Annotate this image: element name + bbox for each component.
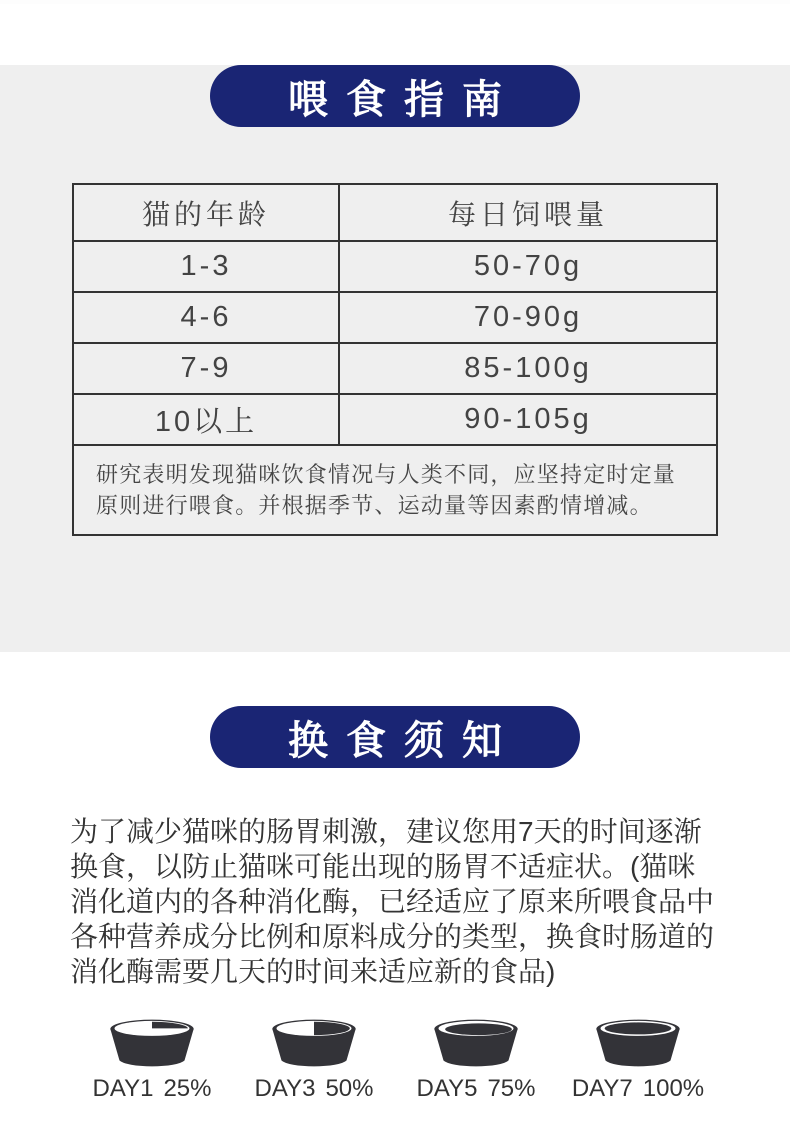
day-label: DAY3 [254,1075,316,1102]
table-cell: 4-6 [73,292,339,343]
transition-day-item [239,1016,389,1103]
day-label: DAY1 [92,1075,154,1102]
percent-label: 75% [487,1075,536,1102]
table-cell: 1-3 [73,241,339,292]
bowl-label [255,1075,374,1103]
transition-paragraph: 为了减少猫咪的肠胃刺激，建议您用7天的时间逐渐换食，以防止猫咪可能出现的肠胃不适症状。(猫咪消化道内的各种消化酶，已经适应了原来所喂食品中各种营养成分比例和原料成分的类型，换食时肠道的消化酶需要几天的时间来适应新的食品) [70,816,715,987]
table-row [73,394,717,445]
table-cell: 7-9 [73,343,339,394]
bowl-label [572,1075,704,1103]
bowl-icon [264,1016,364,1070]
feeding-note-row [73,445,717,535]
feeding-note: 研究表明发现猫咪饮食情况与人类不同，应坚持定时定量原则进行喂食。并根据季节、运动量等因素酌情增减。 [73,445,717,535]
table-cell: 85-100g [339,343,717,394]
table-cell: 90-105g [339,394,717,445]
transition-schedule [77,1016,713,1103]
bowl-icon [588,1016,688,1070]
feeding-guide-section [0,65,790,652]
bowl-icon [426,1016,526,1070]
table-cell: 70-90g [339,292,717,343]
table-row [73,292,717,343]
percent-label: 50% [325,1075,374,1102]
transition-day-item [77,1016,227,1103]
table-header-cell: 猫的年龄 [73,184,339,241]
table-header-cell: 每日饲喂量 [339,184,717,241]
transition-title: 换食须知 [288,718,520,763]
transition-day-item [401,1016,551,1103]
percent-label: 100% [642,1075,705,1102]
table-cell: 50-70g [339,241,717,292]
table-cell: 10以上 [73,394,339,445]
feeding-table-header-row [73,184,717,241]
percent-label: 25% [163,1075,212,1102]
bowl-label [417,1075,536,1103]
food-transition-section [0,706,790,1103]
day-label: DAY7 [571,1075,633,1102]
feeding-guide-title-badge [210,65,580,127]
table-row [73,343,717,394]
table-row [73,241,717,292]
feeding-guide-title: 喂食指南 [288,77,520,122]
top-edge-highlight [0,0,790,4]
day-label: DAY5 [416,1075,478,1102]
feeding-table [72,183,718,536]
transition-title-badge [210,706,580,768]
transition-day-item [563,1016,713,1103]
bowl-label [93,1075,212,1103]
bowl-icon [102,1016,202,1070]
feeding-table-body [73,241,717,535]
